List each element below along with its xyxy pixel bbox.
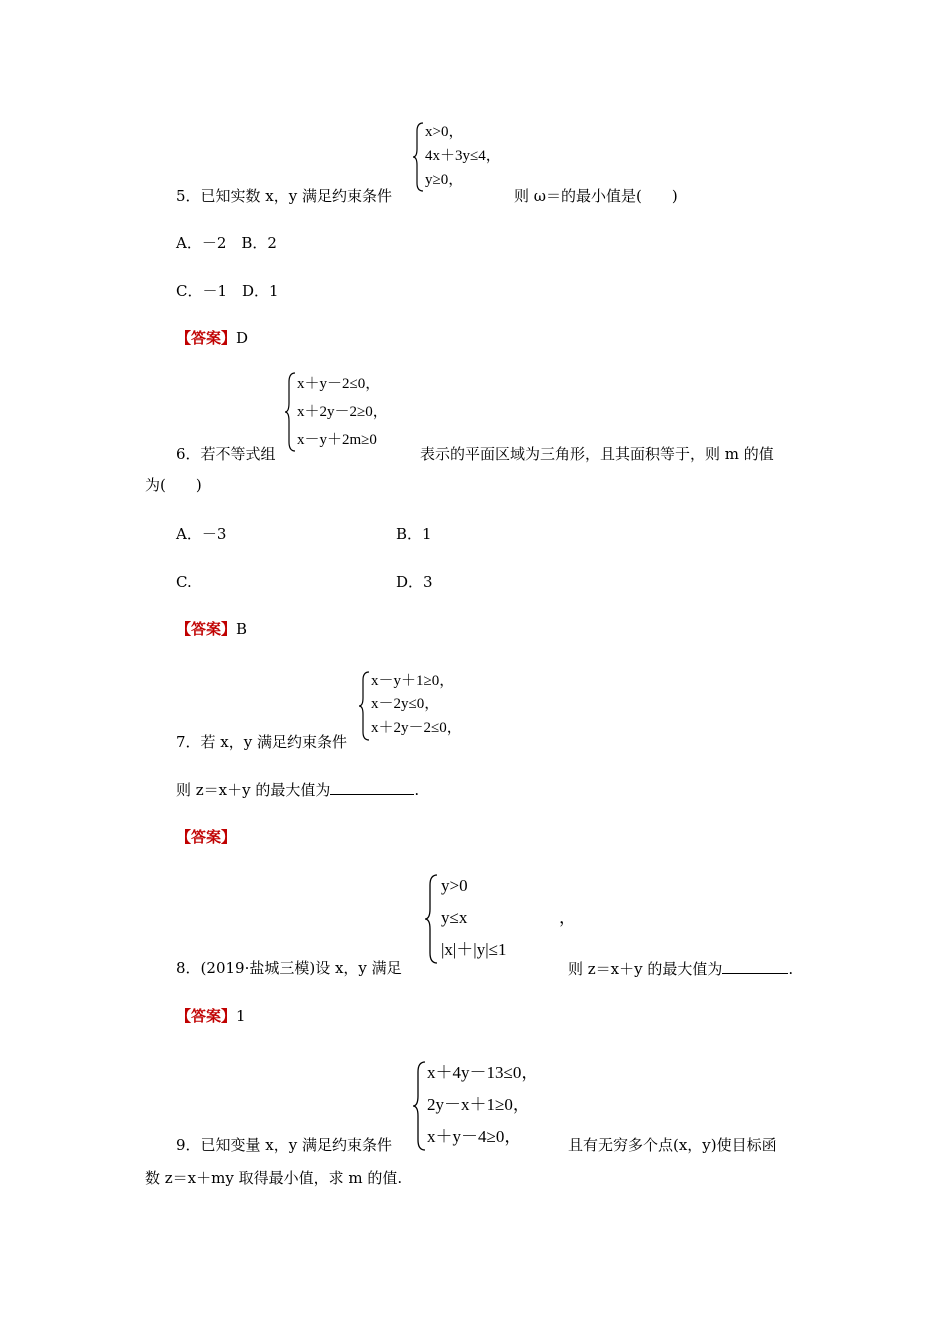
answer-label: 【答案】 (176, 1007, 237, 1025)
q5-tail: 则 ω＝的最小值是( ) (514, 187, 678, 205)
q6-answer (176, 620, 247, 638)
q7-constraint-system (359, 670, 489, 742)
q8-constraint-2: y≤x (441, 908, 468, 927)
q6-stem: 6．若不等式组 (176, 445, 276, 463)
q9-constraint-system (413, 1060, 593, 1152)
q8-constraint-system (425, 873, 585, 965)
q9-line2: 数 z＝x＋my 取得最小值，求 m 的值. (145, 1169, 403, 1187)
answer-blank[interactable] (722, 959, 788, 974)
q6-line2: 为( ) (145, 476, 202, 494)
q7-constraint-3: x＋2y－2≤0， (371, 720, 462, 736)
q6-option-d: D．3 (396, 573, 433, 591)
left-brace-icon (359, 670, 371, 742)
q8-tail (568, 959, 793, 978)
q8-constraint-1: y>0 (441, 876, 468, 895)
q9-constraint-2: 2y－x＋1≥0， (427, 1095, 530, 1114)
left-brace-icon (413, 121, 425, 193)
q9-stem: 9．已知变量 x，y 满足约束条件 (176, 1136, 393, 1154)
q6-option-a: A．－3 (176, 525, 227, 543)
q8-tail-text: 则 z＝x＋y 的最大值为 (568, 960, 723, 978)
q9-constraint-3: x＋y－4≥0， (427, 1127, 522, 1146)
answer-blank[interactable] (330, 780, 414, 795)
q6-constraint-1: x＋y－2≤0， (297, 376, 381, 392)
q5-constraint-3: y≥0， (425, 172, 464, 188)
q7-end-period: . (414, 781, 420, 799)
q9-tail: 且有无穷多个点(x，y)使目标函 (568, 1136, 777, 1154)
q5-options-ab: A．－2 B．2 (176, 234, 277, 252)
q8-answer (176, 1007, 246, 1025)
q7-line2-text: 则 z＝x＋y 的最大值为 (176, 781, 331, 799)
left-brace-icon (413, 1060, 427, 1152)
q7-constraint-2: x－2y≤0， (371, 696, 440, 712)
q6-option-b: B．1 (396, 525, 432, 543)
answer-value: D (236, 329, 249, 347)
left-brace-icon (285, 371, 297, 453)
q5-stem: 5．已知实数 x，y 满足约束条件 (176, 187, 393, 205)
q8-stem: 8．(2019·盐城三模)设 x，y 满足 (176, 959, 402, 977)
q7-stem: 7．若 x，y 满足约束条件 (176, 733, 348, 751)
q5-options-cd: C．－1 D．1 (176, 282, 279, 300)
q6-constraint-3: x－y＋2m≥0 (297, 432, 377, 448)
q5-answer (176, 329, 248, 347)
q5-constraint-2: 4x＋3y≤4， (425, 148, 501, 164)
q6-constraint-2: x＋2y－2≥0， (297, 404, 388, 420)
q6-option-c: C. (176, 573, 192, 591)
q7-constraint-1: x－y＋1≥0， (371, 673, 455, 689)
answer-value: B (236, 620, 248, 638)
q8-comma: ， (559, 908, 576, 927)
q9-constraint-1: x＋4y－13≤0， (427, 1063, 539, 1082)
answer-label: 【答案】 (176, 329, 237, 347)
answer-label: 【答案】 (176, 620, 237, 638)
answer-value: 1 (236, 1007, 246, 1025)
left-brace-icon (425, 873, 439, 965)
q5-constraint-1: x>0， (425, 124, 464, 140)
q5-constraint-system (413, 121, 533, 193)
q7-answer (176, 828, 236, 846)
q6-tail: 表示的平面区域为三角形，且其面积等于，则 m 的值 (420, 445, 774, 463)
q6-constraint-system (285, 371, 425, 453)
q8-constraint-3: |x|＋|y|≤1 (441, 940, 507, 959)
answer-label: 【答案】 (176, 828, 237, 846)
q7-line2 (176, 780, 419, 799)
q8-end-period: . (788, 960, 794, 978)
